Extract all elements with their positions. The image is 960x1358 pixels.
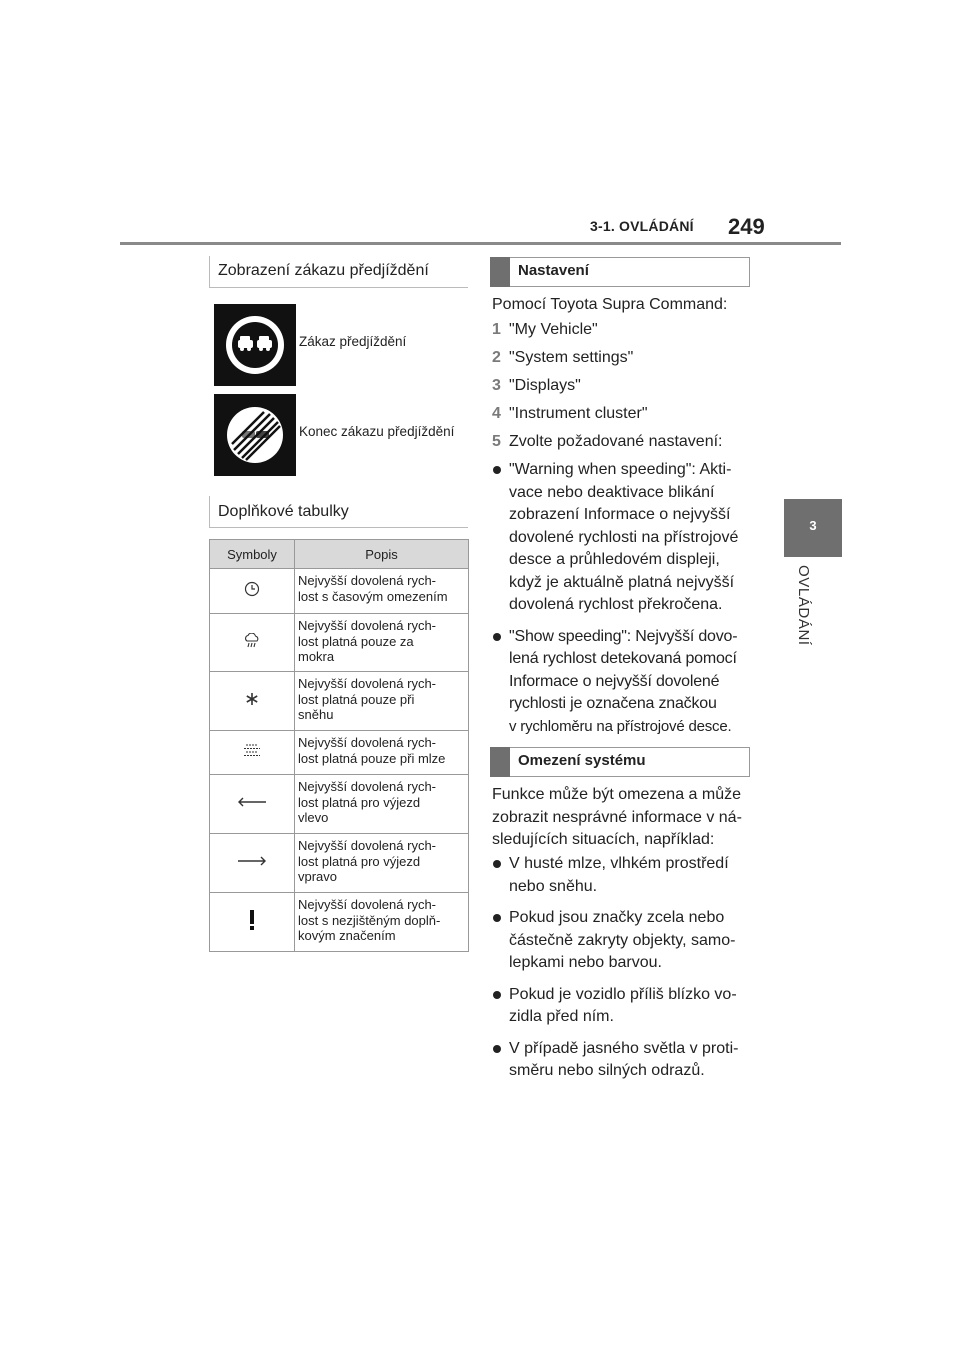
step-item: 3 "Displays" [492,377,581,394]
limits-intro: Funkce může být omezena a může zobrazit nesprávné informace v ná- sledujících situacích, například: [492,786,742,848]
limits-bullets [492,853,754,1092]
table-row-description: Nejvyšší dovolená rych- lost platná pouze za mokra [295,614,469,672]
list-item: V husté mlze, vlhkém prostředí nebo sněhu. [492,853,754,898]
table-row-description: Nejvyšší dovolená rych- lost platná pro výjezd vlevo [295,775,469,834]
step-item: 1 "My Vehicle" [492,321,598,338]
step-item: 2 "System settings" [492,349,634,366]
table-row [210,775,469,834]
table-header-row [210,540,469,569]
settings-heading-marker [490,257,510,287]
arrow-right-icon [210,834,295,893]
table-row [210,614,469,672]
table-row-description: Nejvyšší dovolená rych- lost platná pouze při mlze [295,731,469,775]
settings-heading: Nastavení [518,262,589,279]
sign-caption-no-overtaking: Zákaz předjíždění [299,334,407,349]
list-item: Pokud je vozidlo příliš blízko vo- zidla před ním. [492,984,754,1029]
table-row [210,569,469,614]
no-overtaking-sign-icon [214,304,296,386]
section-title: 3-1. OVLÁDÁNÍ [590,218,694,234]
table-header-description: Popis [295,540,469,569]
header-rule [120,242,841,245]
overtaking-heading: Zobrazení zákazu předjíždění [209,256,468,288]
list-item: "Show speeding": Nejvyšší dovo- lená rychlost detekovaná pomocí Informace o nejvyšší dovolené rychlosti je označena značkou v rychloměru na přístrojové desce. [492,626,754,739]
limits-heading-marker [490,747,510,777]
settings-steps [492,319,754,459]
table-row [210,672,469,731]
clock-icon [210,569,295,614]
end-no-overtaking-sign-icon [214,394,296,476]
table-row [210,834,469,893]
fog-icon [210,731,295,775]
table-row-description: Nejvyšší dovolená rych- lost platná pro výjezd vpravo [295,834,469,893]
sign-caption-end-no-overtaking: Konec zákazu předjíždění [299,424,455,439]
table-row-description: Nejvyšší dovolená rych- lost s časovým omezením [295,569,469,614]
table-header-symbols: Symboly [210,540,295,569]
settings-bullets [492,459,754,747]
arrow-left-icon [210,775,295,834]
list-item: V případě jasného světla v proti- směru nebo silných odrazů. [492,1038,754,1083]
rain-cloud-icon [210,614,295,672]
table-row [210,731,469,775]
snowflake-icon [210,672,295,731]
page-number: 249 [728,214,765,239]
chapter-tab-label: OVLÁDÁNÍ [795,565,812,646]
supplementary-table [209,539,469,952]
chapter-tab-number: 3 [809,518,817,533]
table-row [210,893,469,952]
exclamation-icon [210,893,295,952]
table-row-description: Nejvyšší dovolená rych- lost platná pouze při sněhu [295,672,469,731]
supplementary-heading: Doplňkové tabulky [209,496,468,528]
step-item: 5 Zvolte požadované nastavení: [492,433,723,450]
table-row-description: Nejvyšší dovolená rych- lost s nezjištěným doplň- kovým značením [295,893,469,952]
limits-heading: Omezení systému [518,752,646,769]
step-item: 4 "Instrument cluster" [492,405,648,422]
settings-intro: Pomocí Toyota Supra Command: [492,296,728,313]
list-item: "Warning when speeding": Akti- vace nebo deaktivace blikání zobrazení Informace o nejvyšší dovolené rychlosti na přístrojové desce a průhledovém displeji, když je aktuálně platná nejvyšší dovolená rychlost překročena. [492,459,754,617]
list-item: Pokud jsou značky zcela nebo částečně zakryty objekty, samo- lepkami nebo barvou. [492,907,754,975]
